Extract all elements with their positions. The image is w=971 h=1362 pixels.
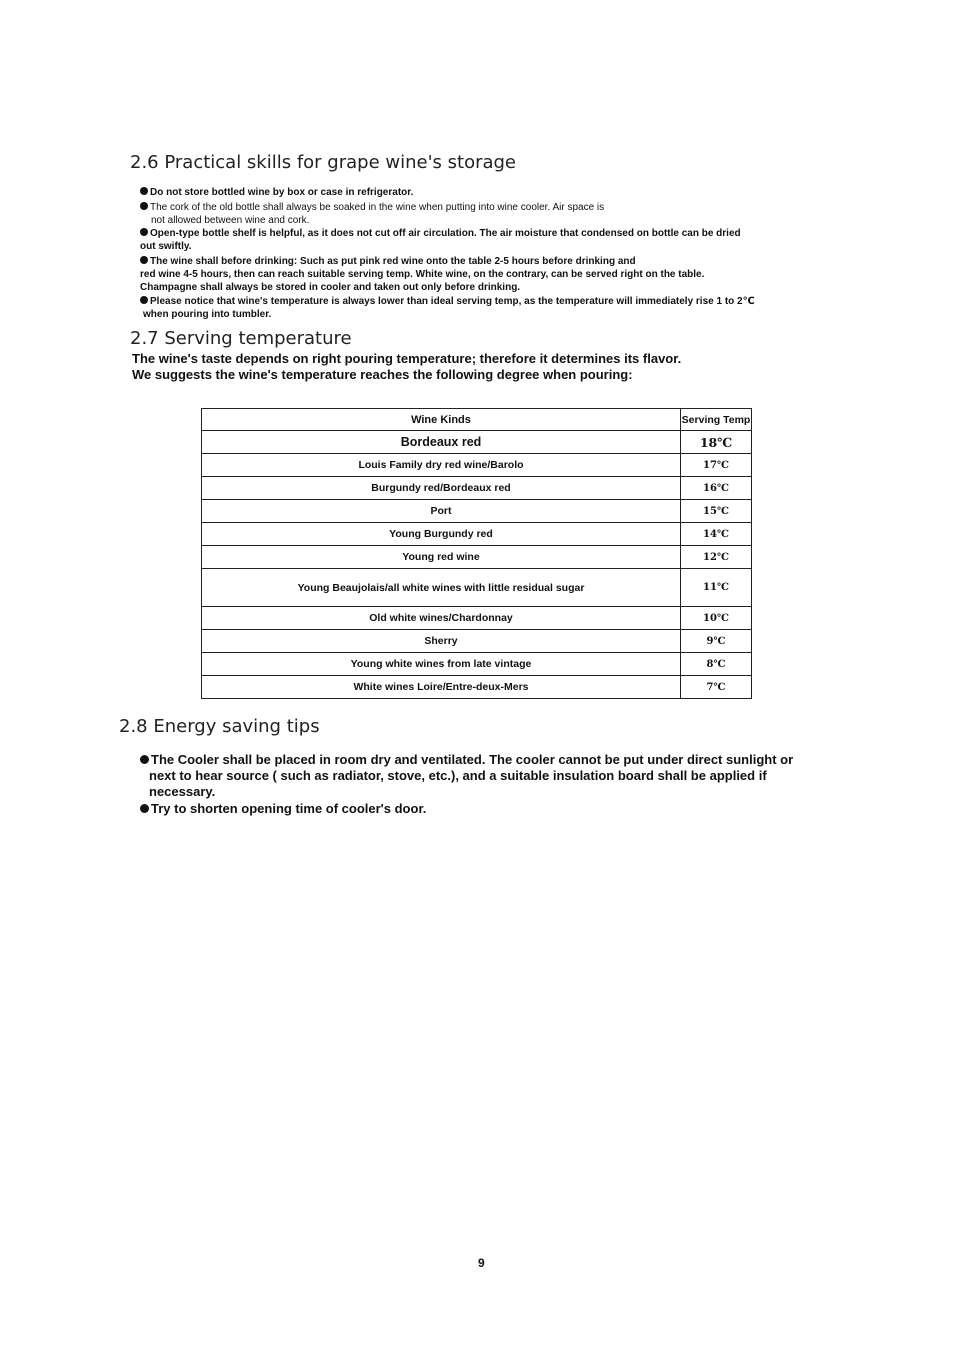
wine-kind-cell: Bordeaux red	[202, 431, 681, 454]
bullet-dot-icon	[140, 296, 148, 304]
table-row	[202, 431, 752, 454]
serving-temp-cell: 14℃	[681, 523, 752, 546]
energy-tip-1: The Cooler shall be placed in room dry and ventilated. The cooler cannot be put under direct sunlight or next to hear source ( such as radiator, stove, etc.), and a suitable insulation board shall be applied if necessary.	[140, 752, 860, 800]
wine-kind-cell: Young Burgundy red	[202, 523, 681, 546]
storage-bullet-2: The cork of the old bottle shall always be soaked in the wine when putting into wine cooler. Air space is not allowed between wine and cork.	[140, 201, 860, 227]
serving-temperature-table	[201, 408, 752, 699]
bullet-dot-icon	[140, 228, 148, 236]
wine-kind-cell: Young white wines from late vintage	[202, 653, 681, 676]
wine-kind-cell: White wines Loire/Entre-deux-Mers	[202, 676, 681, 699]
table-row	[202, 500, 752, 523]
bullet-dot-icon	[140, 256, 148, 264]
storage-bullet-1: Do not store bottled wine by box or case in refrigerator.	[140, 186, 860, 199]
table-row	[202, 569, 752, 607]
storage-bullet-4: The wine shall before drinking: Such as put pink red wine onto the table 2-5 hours before drinking and red wine 4-5 hours, then can reach suitable serving temp. White wine, on the contrary, can be served right on the table. Champagne shall always be stored in cooler and taken out only before drinking.	[140, 256, 705, 293]
serving-temp-cell: 17℃	[681, 454, 752, 477]
table-row	[202, 523, 752, 546]
energy-tip-2: Try to shorten opening time of cooler's door.	[140, 801, 860, 817]
bullet-dot-icon	[140, 202, 148, 210]
table-row	[202, 454, 752, 477]
wine-kind-cell: Louis Family dry red wine/Barolo	[202, 454, 681, 477]
serving-temp-cell: 9℃	[681, 630, 752, 653]
bullet-dot-icon	[140, 804, 149, 813]
section-heading-energy: 2.8 Energy saving tips	[119, 716, 320, 737]
serving-temp-cell: 10℃	[681, 607, 752, 630]
section-heading-storage: 2.6 Practical skills for grape wine's storage	[130, 152, 517, 173]
wine-kind-cell: Young Beaujolais/all white wines with little residual sugar	[202, 569, 681, 607]
table-row	[202, 630, 752, 653]
table-row	[202, 653, 752, 676]
serving-intro-line-1: The wine's taste depends on right pouring temperature; therefore it determines its flavor.	[132, 351, 682, 366]
header-wine-kinds: Wine Kinds	[202, 409, 681, 431]
serving-temp-cell: 16℃	[681, 477, 752, 500]
header-serving-temp: Serving Temp	[681, 409, 752, 431]
page-number: 9	[478, 1256, 485, 1270]
storage-bullet-3: Open-type bottle shelf is helpful, as it does not cut off air circulation. The air moisture that condensed on bottle can be dried out swiftly.	[140, 228, 741, 252]
wine-kind-cell: Burgundy red/Bordeaux red	[202, 477, 681, 500]
serving-temp-cell: 7℃	[681, 676, 752, 699]
serving-temp-cell: 8℃	[681, 653, 752, 676]
table-row	[202, 676, 752, 699]
table-row	[202, 477, 752, 500]
wine-kind-cell: Port	[202, 500, 681, 523]
table-row	[202, 607, 752, 630]
table-row	[202, 546, 752, 569]
wine-kind-cell: Young red wine	[202, 546, 681, 569]
serving-intro-line-2: We suggests the wine's temperature reaches the following degree when pouring:	[132, 367, 633, 382]
wine-kind-cell: Sherry	[202, 630, 681, 653]
bullet-dot-icon	[140, 755, 149, 764]
serving-temp-cell: 18℃	[681, 431, 752, 454]
bullet-dot-icon	[140, 187, 148, 195]
serving-temp-cell: 12℃	[681, 546, 752, 569]
section-heading-serving: 2.7 Serving temperature	[130, 328, 352, 349]
table-header-row	[202, 409, 752, 431]
serving-temp-cell: 11℃	[681, 569, 752, 607]
storage-bullet-5: Please notice that wine's temperature is always lower than ideal serving temp, as the temperature will immediately rise 1 to 2℃ when pouring into tumbler.	[140, 295, 860, 321]
wine-kind-cell: Old white wines/Chardonnay	[202, 607, 681, 630]
serving-temp-cell: 15℃	[681, 500, 752, 523]
